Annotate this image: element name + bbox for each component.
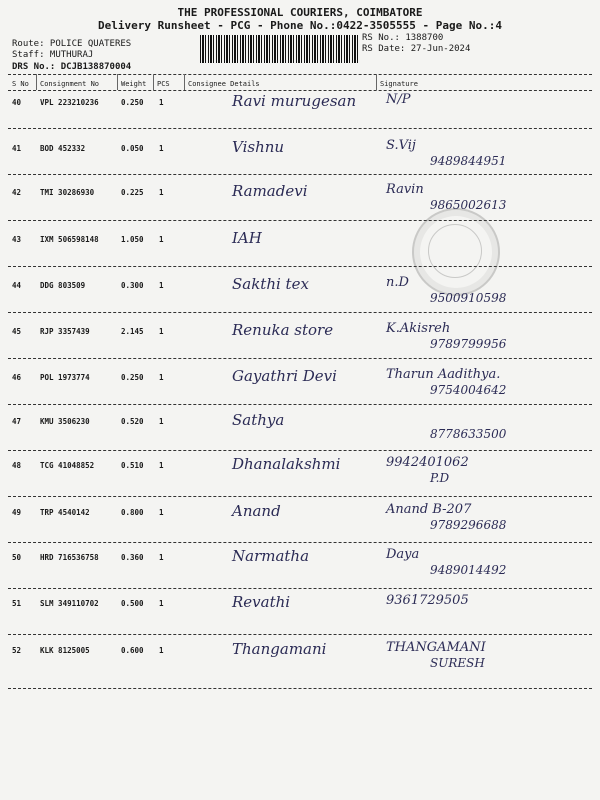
row-weight: 2.145 [121, 327, 144, 336]
row-pcs: 1 [159, 144, 164, 153]
row-pcs: 1 [159, 281, 164, 290]
signature-phone-handwritten: SURESH [430, 656, 485, 670]
signature-handwritten: N/P [386, 92, 411, 107]
row-consignment-no: KMU 3506230 [40, 417, 90, 426]
row-pcs: 1 [159, 461, 164, 470]
barcode [200, 35, 358, 63]
row-sno: 46 [12, 373, 22, 382]
row-consignment-no: SLM 349110702 [40, 599, 99, 608]
consignee-name-handwritten: Sathya [232, 411, 285, 429]
col-header-consignment: Consignment No [40, 80, 100, 88]
row-separator [8, 688, 592, 689]
row-weight: 0.500 [121, 599, 144, 608]
row-pcs: 1 [159, 646, 164, 655]
row-pcs: 1 [159, 553, 164, 562]
signature-handwritten: Daya [386, 547, 420, 562]
row-separator [8, 588, 592, 589]
row-consignment-no: DDG 803509 [40, 281, 86, 290]
signature-phone-handwritten: 9489014492 [430, 563, 507, 577]
row-consignment-no: HRD 716536758 [40, 553, 99, 562]
row-separator [8, 358, 592, 359]
row-pcs: 1 [159, 599, 164, 608]
company-stamp [412, 208, 500, 296]
signature-handwritten: K.Akisreh [386, 321, 451, 336]
consignee-name-handwritten: Gayathri Devi [232, 367, 337, 385]
col-header-pcs: PCS [157, 80, 170, 88]
row-separator [8, 220, 592, 221]
row-separator [8, 266, 592, 267]
route-label: Route: POLICE QUATERES [12, 39, 132, 49]
row-weight: 0.250 [121, 98, 144, 107]
signature-phone-handwritten: 8778633500 [430, 427, 507, 441]
row-consignment-no: IXM 506598148 [40, 235, 99, 244]
row-weight: 1.050 [121, 235, 144, 244]
row-weight: 0.600 [121, 646, 144, 655]
consignee-name-handwritten: Thangamani [232, 640, 327, 658]
row-pcs: 1 [159, 508, 164, 517]
signature-handwritten: Tharun Aadithya. [386, 367, 501, 382]
row-separator [8, 312, 592, 313]
header-top-rule [8, 74, 592, 75]
consignee-name-handwritten: Ramadevi [232, 182, 308, 200]
col-header-weight: Weight [121, 80, 147, 88]
col-divider [184, 74, 185, 90]
row-consignment-no: TCG 41048852 [40, 461, 95, 470]
row-sno: 41 [12, 144, 22, 153]
signature-phone-handwritten: 9754004642 [430, 383, 507, 397]
consignee-name-handwritten: Sakthi tex [232, 275, 309, 293]
row-weight: 0.520 [121, 417, 144, 426]
col-header-signature: Signature [380, 80, 418, 88]
row-weight: 0.510 [121, 461, 144, 470]
row-consignment-no: TMI 30286930 [40, 188, 95, 197]
rs-number: RS No.: 1388700 [362, 33, 444, 43]
row-separator [8, 404, 592, 405]
consignee-name-handwritten: Renuka store [232, 321, 334, 339]
signature-handwritten: 9942401062 [386, 455, 469, 470]
row-consignment-no: POL 1973774 [40, 373, 90, 382]
row-sno: 52 [12, 646, 22, 655]
signature-phone-handwritten: 9789799956 [430, 337, 507, 351]
row-sno: 40 [12, 98, 22, 107]
row-sno: 49 [12, 508, 22, 517]
row-sno: 48 [12, 461, 22, 470]
row-pcs: 1 [159, 417, 164, 426]
row-sno: 47 [12, 417, 22, 426]
rs-date: RS Date: 27-Jun-2024 [362, 44, 471, 54]
row-separator [8, 634, 592, 635]
signature-handwritten: S.Vij [386, 138, 416, 153]
signature-phone-handwritten: P.D [430, 471, 450, 485]
signature-phone-handwritten: 9789296688 [430, 518, 507, 532]
row-weight: 0.050 [121, 144, 144, 153]
row-consignment-no: RJP 3357439 [40, 327, 90, 336]
row-weight: 0.250 [121, 373, 144, 382]
row-weight: 0.800 [121, 508, 144, 517]
signature-phone-handwritten: 9500910598 [430, 291, 507, 305]
row-weight: 0.300 [121, 281, 144, 290]
signature-handwritten: n.D [386, 275, 409, 290]
row-sno: 43 [12, 235, 22, 244]
col-divider [117, 74, 118, 90]
signature-phone-handwritten: 9489844951 [430, 154, 507, 168]
col-divider [36, 74, 37, 90]
row-pcs: 1 [159, 235, 164, 244]
signature-phone-handwritten: 9865002613 [430, 198, 507, 212]
consignee-name-handwritten: Dhanalakshmi [232, 455, 341, 473]
row-consignment-no: BOD 452332 [40, 144, 86, 153]
row-weight: 0.360 [121, 553, 144, 562]
consignee-name-handwritten: Anand [232, 502, 281, 520]
signature-handwritten: Anand B-207 [386, 502, 472, 517]
consignee-name-handwritten: Vishnu [232, 138, 285, 156]
signature-handwritten: 9361729505 [386, 593, 469, 608]
row-pcs: 1 [159, 373, 164, 382]
row-sno: 50 [12, 553, 22, 562]
consignee-name-handwritten: Ravi murugesan [232, 92, 357, 110]
col-header-sno: S No [12, 80, 29, 88]
company-title: THE PROFESSIONAL COURIERS, COIMBATORE [177, 6, 423, 19]
row-separator [8, 542, 592, 543]
row-sno: 51 [12, 599, 22, 608]
row-separator [8, 174, 592, 175]
staff-label: Staff: MUTHURAJ [12, 50, 94, 60]
signature-handwritten: Ravin [386, 182, 424, 197]
row-consignment-no: VPL 223210236 [40, 98, 99, 107]
row-consignment-no: KLK 8125005 [40, 646, 90, 655]
col-divider [376, 74, 377, 90]
consignee-name-handwritten: Narmatha [232, 547, 310, 565]
consignee-name-handwritten: IAH [232, 229, 262, 247]
row-pcs: 1 [159, 188, 164, 197]
signature-handwritten: THANGAMANI [386, 640, 486, 655]
drs-number: DRS No.: DCJB138870004 [12, 62, 132, 72]
col-header-consignee: Consignee Details [188, 80, 260, 88]
row-separator [8, 128, 592, 129]
col-divider [153, 74, 154, 90]
row-separator [8, 450, 592, 451]
runsheet-subtitle: Delivery Runsheet - PCG - Phone No.:0422-3505555 - Page No.:4 [98, 19, 502, 32]
row-consignment-no: TRP 4540142 [40, 508, 90, 517]
row-sno: 45 [12, 327, 22, 336]
row-pcs: 1 [159, 327, 164, 336]
row-sno: 42 [12, 188, 22, 197]
row-weight: 0.225 [121, 188, 144, 197]
row-sno: 44 [12, 281, 22, 290]
consignee-name-handwritten: Revathi [232, 593, 291, 611]
row-separator [8, 496, 592, 497]
header-bottom-rule [8, 90, 592, 91]
row-pcs: 1 [159, 98, 164, 107]
